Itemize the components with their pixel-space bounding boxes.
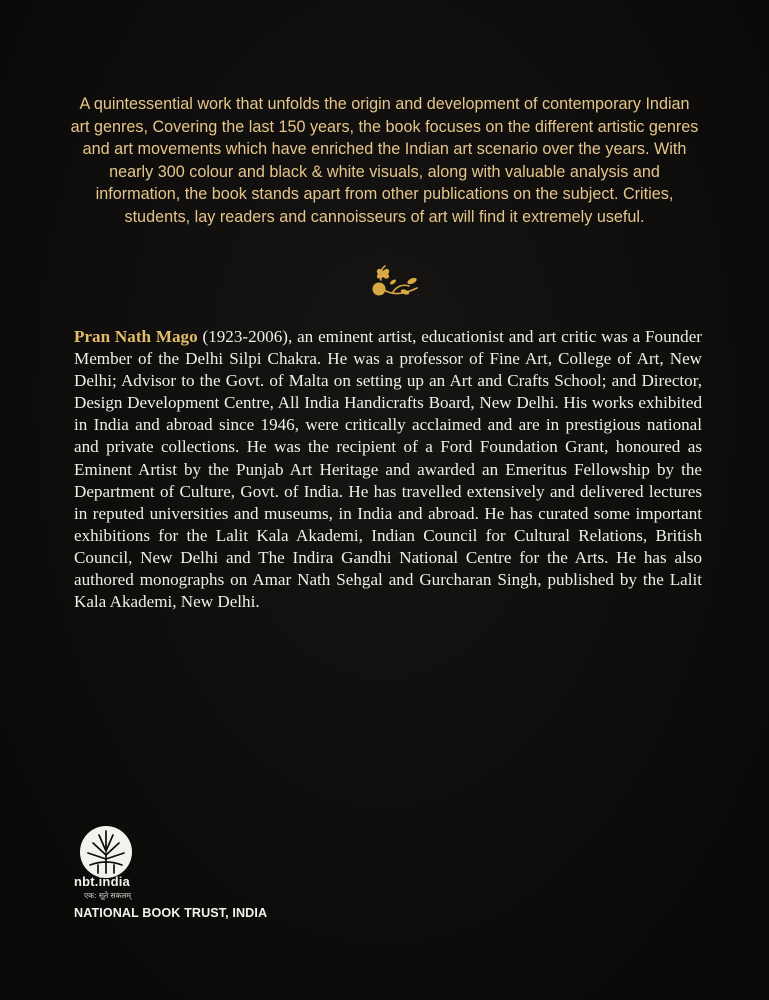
floral-ornament-icon xyxy=(367,262,423,302)
publisher-logo-text: nbt.india xyxy=(74,874,130,889)
banyan-tree-logo-icon xyxy=(79,825,133,879)
author-name: Pran Nath Mago xyxy=(74,327,198,346)
author-bio-text: (1923-2006), an eminent artist, educationist and art critic was a Founder Member of the Delhi Silpi Chakra. He was a professor of Fine Art, College of Art, New Delhi; Advisor to the Govt. of Malta on setting up an Art and Crafts School; and Director, Design Development Centre, All India Handicrafts Board, New Delhi. His works exhibited in India and abroad since 1946, were critically acclaimed and are in prestigious national and private collections. He was the recipient of a Ford Foundation Grant, honoured as Eminent Artist by the Punjab Art Heritage and awarded an Emeritus Fellowship by the Department of Culture, Govt. of India. He has travelled extensively and delivered lectures in reputed universities and museums, in India and abroad. He has curated some important exhibitions for the Lalit Kala Akademi, Indian Council for Cultural Relations, British Council, New Delhi and The Indira Gandhi National Centre for the Arts. He has also authored monographs on Amar Nath Sehgal and Gurcharan Singh, published by the Lalit Kala Akademi, New Delhi. xyxy=(74,327,702,612)
book-blurb: A quintessential work that unfolds the origin and development of contemporary Indian art genres, Covering the last 150 years, the book focuses on the different artistic genres and art movements which have enriched the Indian art scenario over the years. With nearly 300 colour and black & white visuals, along with valuable analysis and information, the book stands apart from other publications on the subject. Crities, students, lay readers and cannoisseurs of art will find it extremely useful. xyxy=(70,95,699,226)
publisher-logo-tagline: एक: सूते सकलम् xyxy=(84,891,131,900)
author-bio xyxy=(74,326,702,613)
publisher-name: NATIONAL BOOK TRUST, INDIA xyxy=(74,906,268,920)
